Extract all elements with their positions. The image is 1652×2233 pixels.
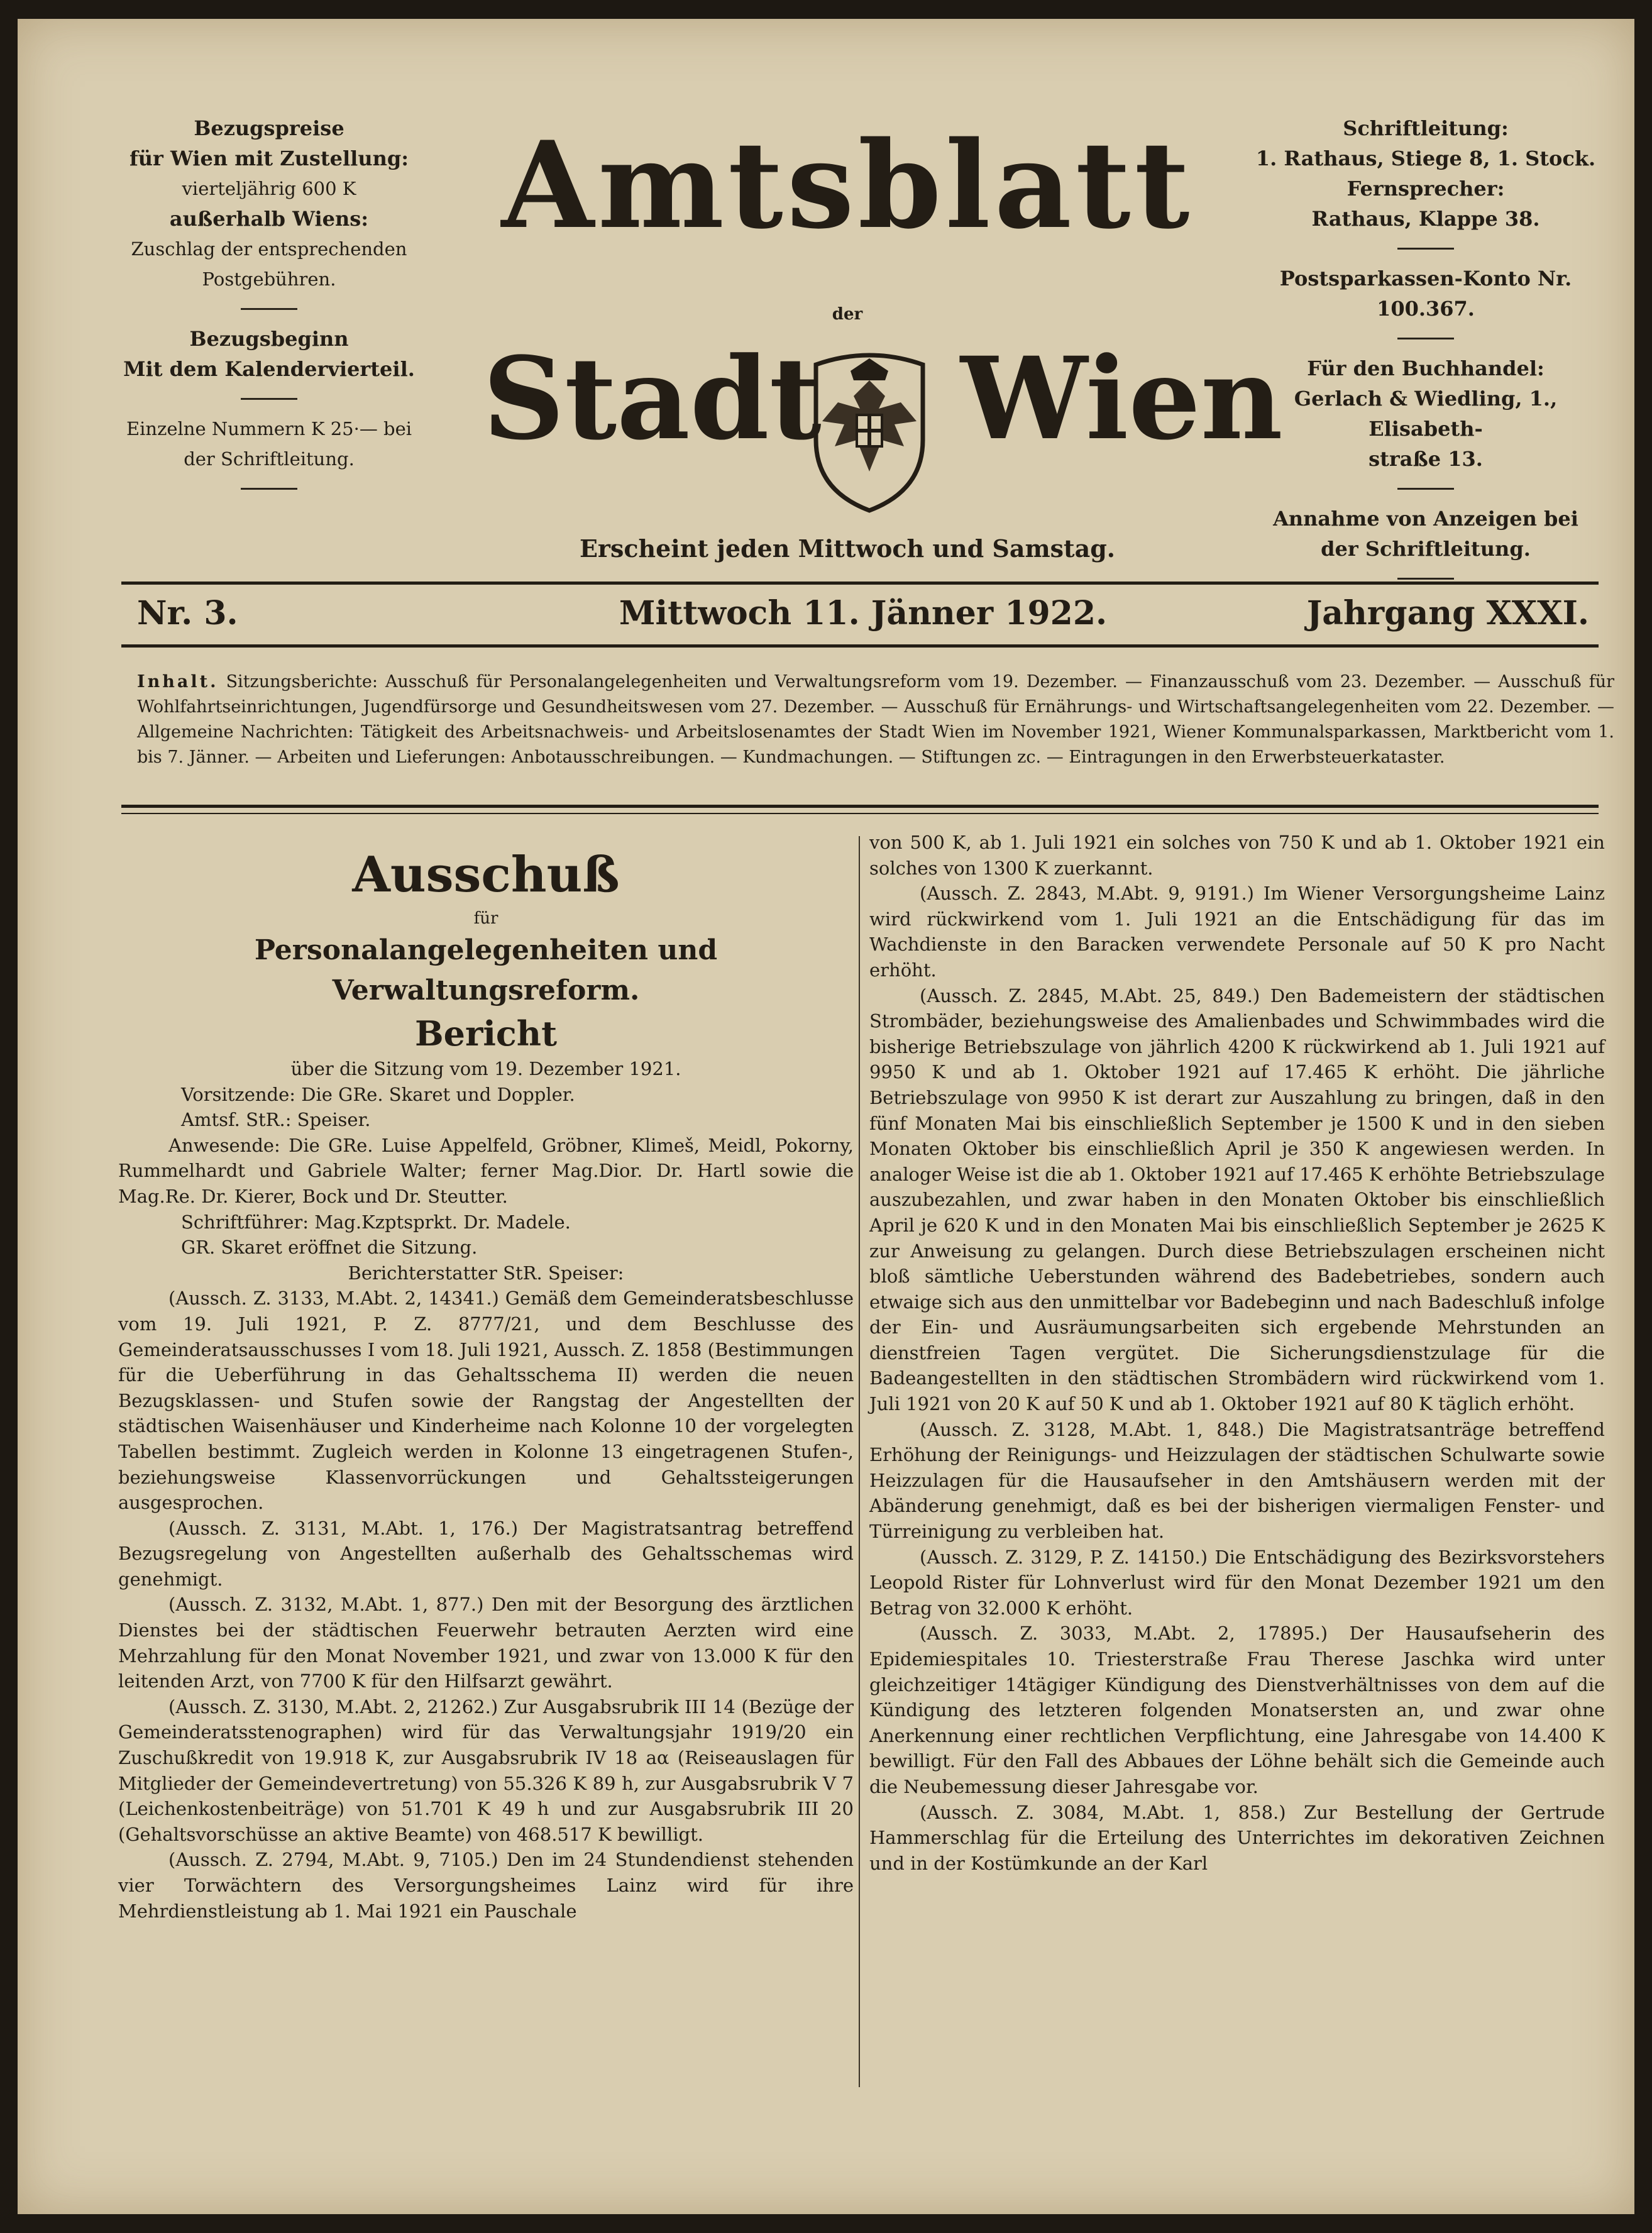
- article-paragraph: (Aussch. Z. 3128, M.Abt. 1, 848.) Die Magistratsanträge betreffend Erhöhung der Reinigungs- und Heizzulagen der städtischen Schulwarte sowie Heizzulagen für die Hausaufseher in den Amtshäusern werden mit der Abänderung genehmigt, daß es bei der bisherigen viermaligen Fenster- und Türreinigung zu verbleiben hat.: [869, 1418, 1605, 1543]
- article-paragraph: (Aussch. Z. 3130, M.Abt. 2, 21262.) Zur Ausgabsrubrik III 14 (Bezüge der Gemeinderatsstenographen) wird für das Verwaltungsjahr 1919/20 ein Zuschußkredit von 19.918 K, zur Ausgabsrubrik IV 18 aα (Reiseauslagen für Mitglieder der Gemeindevertretung) von 55.326 K 89 h, zur Ausgabsrubrik V 7 (Leichenkostenbeiträge) von 51.701 K 49 h und zur Ausgabsrubrik III 20 (Gehaltsvorschüsse an aktive Beamte) von 468.517 K bewilligt.: [118, 1695, 854, 1845]
- issue-bar: [137, 594, 1589, 638]
- article-right-column: [869, 830, 1605, 1876]
- editorial-heading: Schriftleitung:: [1343, 116, 1509, 140]
- masthead-stadt: Stadt: [483, 333, 822, 465]
- column-divider: [859, 836, 860, 2087]
- rapporteur: Berichterstatter StR. Speiser:: [348, 1262, 624, 1284]
- editorial-address: 1. Rathaus, Stiege 8, 1. Stock.: [1255, 146, 1596, 170]
- postal-account: Postsparkassen-Konto Nr. 100.367.: [1279, 267, 1572, 321]
- divider: [1397, 488, 1454, 490]
- bookseller-heading: Für den Buchhandel:: [1307, 356, 1545, 380]
- issue-volume: Jahrgang XXXI.: [1306, 594, 1589, 632]
- official-councillor: Amtsf. StR.: Speiser.: [181, 1109, 371, 1131]
- ads-info: der Schriftleitung.: [1321, 537, 1531, 561]
- article-heading-fuer: für: [473, 909, 498, 928]
- masthead-der: der: [832, 305, 863, 324]
- article-paragraph: (Aussch. Z. 2794, M.Abt. 9, 7105.) Den im 24 Stundendienst stehenden vier Torwächtern des Versorgungsheimes Lainz wird für ihre Mehrdienstleistung ab 1. Mai 1921 ein Pauschale: [118, 1849, 854, 1922]
- subscription-start-heading: Bezugsbeginn: [189, 327, 349, 351]
- article-paragraph: (Aussch. Z. 3084, M.Abt. 1, 858.) Zur Bestellung der Gertrude Hammerschlag für die Erteilung des Unterrichtes im dekorativen Zeichnen und in der Kostümkunde an der Karl: [869, 1801, 1605, 1874]
- subscription-line: Zuschlag der entsprechenden: [131, 238, 407, 260]
- divider: [1397, 338, 1454, 339]
- report-heading: Bericht: [414, 1013, 558, 1054]
- attendees: Anwesende: Die GRe. Luise Appelfeld, Gröbner, Klimeš, Meidl, Pokorny, Rummelhardt und Gabriele Walter; ferner Mag.Dior. Dr. Hartl sowie die Mag.Re. Dr. Kierer, Bock und Dr. Steutter.: [118, 1134, 854, 1207]
- masthead-title: Amtsblatt: [501, 115, 1194, 255]
- newspaper-page: [18, 19, 1634, 2214]
- subscription-heading: Bezugspreise: [194, 116, 344, 140]
- subscription-line: für Wien mit Zustellung:: [129, 146, 409, 170]
- contents-rule: [121, 813, 1599, 814]
- article-paragraph: (Aussch. Z. 3131, M.Abt. 1, 176.) Der Magistratsantrag betreffend Bezugsregelung von Angestellten außerhalb des Gehaltsschemas wird genehmigt.: [118, 1517, 854, 1590]
- phone-heading: Fernsprecher:: [1346, 177, 1505, 201]
- article-paragraph: (Aussch. Z. 3129, P. Z. 14150.) Die Entschädigung des Bezirksvorstehers Leopold Rister für Lohnverlust wird für den Monat Dezember 1921 um den Betrag von 32.000 K erhöht.: [869, 1546, 1605, 1619]
- subscription-info: [93, 113, 445, 504]
- single-issue-price: der Schriftleitung.: [184, 448, 355, 470]
- recorder: Schriftführer: Mag.Kzptsprkt. Dr. Madele.: [181, 1211, 571, 1233]
- article-heading: Ausschuß: [352, 846, 620, 903]
- article-paragraph: (Aussch. Z. 3132, M.Abt. 1, 877.) Den mit der Besorgung des ärztlichen Dienstes bei der städtischen Feuerwehr betrauten Aerzten wird eine Mehrzahlung für den Monat November 1921, und zwar von 13.000 K für den leitenden Arzt, von 7700 K für den Hilfsarzt gewährt.: [118, 1594, 854, 1692]
- article-paragraph: von 500 K, ab 1. Juli 1921 ein solches von 750 K und ab 1. Oktober 1921 ein solches von 1300 K zuerkannt.: [869, 832, 1605, 879]
- contents-label: Inhalt.: [137, 672, 219, 692]
- issue-number: Nr. 3.: [137, 594, 238, 632]
- contents-rule: [121, 805, 1599, 808]
- divider: [241, 398, 297, 400]
- bookseller-line: Gerlach & Wiedling, 1., Elisabeth-: [1294, 387, 1558, 441]
- article-left-column: [118, 830, 854, 1924]
- divider: [1397, 248, 1454, 250]
- contents-text: Sitzungsberichte: Ausschuß für Personalangelegenheiten und Verwaltungsreform vom 19. Dezember. — Finanzausschuß vom 23. Dezember. — Ausschuß für Wohlfahrtseinrichtungen, Jugendfürsorge und Gesundheitswesen vom 27. Dezember. — Ausschuß für Ernährungs- und Wirtschaftsangelegenheiten vom 22. Dezember. — Allgemeine Nachrichten: Tätigkeit des Arbeitsnachweis- und Arbeitslosenamtes der Stadt Wien im November 1921, Wiener Kommunalsparkassen, Marktbericht vom 1. bis 7. Jänner. — Arbeiten und Lieferungen: Anbotausschreibungen. — Kundmachungen. — Stiftungen zc. — Eintragungen in den Erwerbsteuerkataster.: [137, 672, 1614, 767]
- article-paragraph: (Aussch. Z. 2845, M.Abt. 25, 849.) Den Bademeistern der städtischen Strombäder, beziehungsweise des Amalienbades und Schwimmbades wird die bisherige Betriebszulage von jährlich 4200 K rückwirkend ab 1. Juli 1921 auf 9950 K und ab 1. Oktober 1921 auf 17.465 K erhöht. Die jährliche Betriebszulage von 9950 K ist derart zur Auszahlung zu bringen, daß in den fünf Monaten Mai bis einschließlich September je 1500 K und in den sieben Monaten Oktober bis einschließlich April je 350 K angewiesen werden. In analoger Weise ist die ab 1. Oktober 1921 auf 17.465 K erhöhte Betriebszulage auszubezahlen, und zwar haben in den Monaten Oktober bis einschließlich April je 620 K und in den Monaten Mai bis einschließlich September je 2625 K zur Anweisung zu gelangen. Durch diese Betriebszulagen erscheinen nicht bloß sämtliche Ueberstunden während des Badebetriebes, sondern auch etwaige sich aus den unmittelbar vor Badebeginn und nach Badeschluß infolge der Ein- und Ausräumungsarbeiten sich ergebende Mehrstunden an dienstfreien Tagen vergütet. Die Sicherungsdienstzulage für die Badeangestellten in den städtischen Strombädern wird rückwirkend vom 1. Juli 1921 von 20 K auf 50 K und ab 1. Oktober 1921 auf 80 K täglich erhöht.: [869, 984, 1605, 1415]
- article-paragraph: (Aussch. Z. 3033, M.Abt. 2, 17895.) Der Hausaufseherin des Epidemiespitales 10. Triesterstraße Frau Therese Jaschka wird unter gleichzeitiger 14tägiger Kündigung des Dienstverhältnisses von dem auf die Kündigung des letzteren folgenden Monatsersten an, und zwar ohne Anerkennung einer rechtlichen Verpflichtung, eine Jahresgabe von 14.400 K bewilligt. Für den Fall des Abbaues der Löhne behält sich die Gemeinde auch die Neubemessung dieser Jahresgabe vor.: [869, 1623, 1605, 1797]
- bookseller-line: straße 13.: [1368, 447, 1483, 471]
- subscription-start-line: Mit dem Kalendervierteil.: [123, 357, 415, 381]
- publication-schedule: Erscheint jeden Mittwoch und Samstag.: [579, 534, 1116, 563]
- header-rule: [121, 582, 1599, 585]
- chairpersons: Vorsitzende: Die GRe. Skaret und Doppler.: [181, 1083, 575, 1105]
- ads-info: Annahme von Anzeigen bei: [1273, 507, 1578, 531]
- single-issue-price: Einzelne Nummern K 25·— bei: [126, 418, 412, 439]
- table-of-contents: [137, 670, 1614, 770]
- editorial-info: [1237, 113, 1614, 593]
- article-paragraph: (Aussch. Z. 3133, M.Abt. 2, 14341.) Gemäß dem Gemeinderatsbeschlusse vom 19. Juli 1921, P. Z. 8777/21, und dem Beschlusse des Gemeinderatsausschusses I vom 18. Juli 1921, Aussch. Z. 1858 (Bestimmungen für die Ueberführung in das Gehaltsschema II) werden die neuen Bezugsklassen- und Stufen sowie der Rangstag der Angestellten der städtischen Waisenhäuser und Kinderheime nach Kolonne 10 der vorgelegten Tabellen bestimmt. Zugleich werden in Kolonne 13 eingetragenen Stufen-, beziehungsweise Klassenvorrückungen und Gehaltssteigerungen ausgesprochen.: [118, 1287, 854, 1514]
- divider: [241, 308, 297, 310]
- article-paragraph: (Aussch. Z. 2843, M.Abt. 9, 9191.) Im Wiener Versorgungsheime Lainz wird rückwirkend vom 1. Juli 1921 an die Entschädigung für das im Wachdienste in den Baracken verwendete Personale auf 50 K pro Nacht erhöht.: [869, 883, 1605, 981]
- subscription-line: vierteljährig 600 K: [182, 178, 356, 199]
- divider: [241, 488, 297, 490]
- header-rule: [121, 644, 1599, 648]
- subscription-line: außerhalb Wiens:: [169, 207, 369, 231]
- vienna-coat-of-arms-icon: [791, 346, 948, 516]
- subscription-line: Postgebühren.: [202, 268, 336, 290]
- article-subheading: Personalangelegenheiten und Verwaltungsreform.: [254, 934, 718, 1006]
- divider: [1397, 578, 1454, 580]
- phone-line: Rathaus, Klappe 38.: [1311, 207, 1540, 231]
- masthead-wien: Wien: [961, 333, 1283, 465]
- issue-date: Mittwoch 11. Jänner 1922.: [619, 594, 1108, 632]
- session-opened: GR. Skaret eröffnet die Sitzung.: [181, 1237, 478, 1259]
- session-date: über die Sitzung vom 19. Dezember 1921.: [290, 1058, 681, 1079]
